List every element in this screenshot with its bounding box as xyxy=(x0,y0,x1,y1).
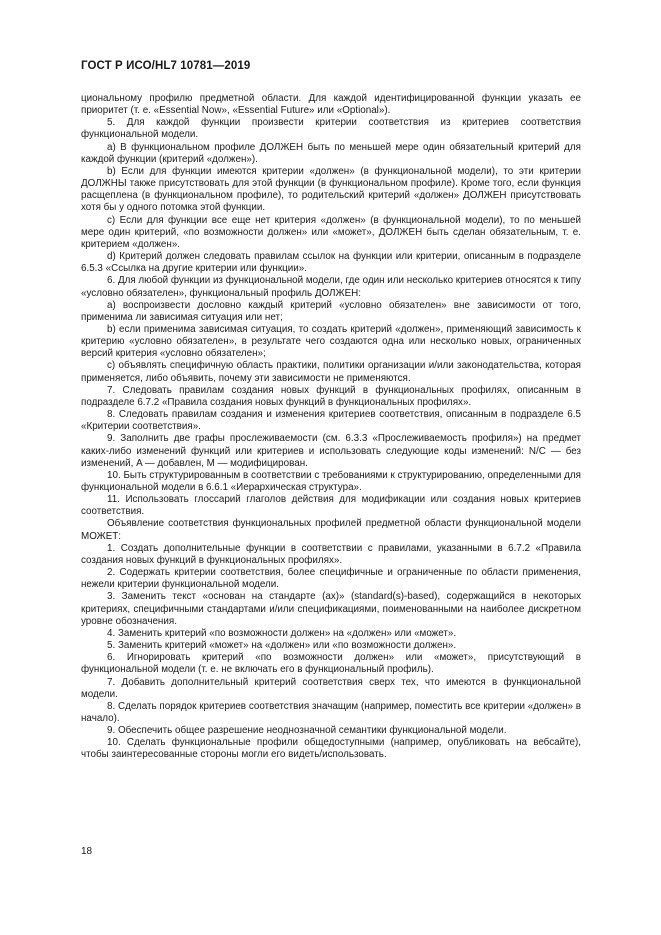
paragraph: 10. Быть структурированным в соответствии с требованиями к структурированию, определенными для функциональной модели в 6.6.1 «Иерархическая структура». xyxy=(81,469,581,493)
paragraph: 8. Следовать правилам создания и изменения критериев соответствия, описанным в подразделе 6.5 «Критерии соответствия». xyxy=(81,409,581,433)
paragraph: а) В функциональном профиле ДОЛЖЕН быть по меньшей мере один обязательный критерий для каждой функции (критерий «должен»). xyxy=(81,141,581,165)
paragraph: 9. Заполнить две графы прослеживаемости (см. 6.3.3 «Прослеживаемость профиля») на предмет каких-либо изменений функций или критериев и использовать следующие коды изменений: N/C — без изменений, A — добавлен, M — модифицирован. xyxy=(81,433,581,469)
document-code-header: ГОСТ Р ИСО/HL7 10781—2019 xyxy=(81,60,251,72)
document-body xyxy=(81,93,581,762)
paragraph: 9. Обеспечить общее разрешение неоднозначной семантики функциональной модели. xyxy=(107,725,507,737)
page-number: 18 xyxy=(81,846,93,857)
paragraph: 5. Заменить критерий «может» на «должен» или «по возможности должен». xyxy=(107,640,457,652)
paragraph: 8. Сделать порядок критериев соответствия значащим (например, поместить все критерии «должен» в начало). xyxy=(81,700,581,724)
paragraph: 7. Следовать правилам создания новых функций в функциональных профилях, описанным в подразделе 6.7.2 «Правила создания новых функций в функциональных профилях». xyxy=(81,384,581,408)
paragraph: а) воспроизвести дословно каждый критерий «условно обязателен» вне зависимости от того, применима ли зависимая ситуация или нет; xyxy=(81,299,581,323)
paragraph: 4. Заменить критерий «по возможности должен» на «должен» или «может». xyxy=(107,627,457,639)
paragraph: d) Критерий должен следовать правилам ссылок на функции или критерии, описанным в подразделе 6.5.3 «Ссылка на другие критерии или функции». xyxy=(81,251,581,275)
paragraph: b) если применима зависимая ситуация, то создать критерий «должен», применяющий зависимость к критерию «условно обязателен», в результате чего создаются одна или несколько новых, ограниченных версий критерия «условно обязателен»; xyxy=(81,323,581,360)
paragraph: c) Если для функции все еще нет критерия «должен» (в функциональной модели), то по меньшей мере один критерий, «по возможности должен» или «может», ДОЛЖЕН быть сделан обязательным, т. е. критерием «должен». xyxy=(81,214,581,250)
paragraph: 6. Для любой функции из функциональной модели, где один или несколько критериев относятся к типу «условно обязателен», функциональный профиль ДОЛЖЕН: xyxy=(81,275,581,299)
paragraph: циональному профилю предметной области. Для каждой идентифицированной функции указать ее приоритет (т. е. «Essential Now», «Essential Future» или «Optional»). xyxy=(81,93,581,117)
paragraph: 6. Игнорировать критерий «по возможности должен» или «может», присутствующий в функциональной модели (т. е. не включать его в функциональный профиль). xyxy=(81,652,581,676)
paragraph: 11. Использовать глоссарий глаголов действия для модификации или создания новых критериев соответствия. xyxy=(81,494,581,518)
paragraph: 10. Сделать функциональные профили общедоступными (например, опубликовать на вебсайте), чтобы заинтересованные стороны могли его видеть/использовать. xyxy=(81,737,581,761)
paragraph: 3. Заменить текст «основан на стандарте (ах)» (standard(s)-based), содержащийся в некоторых критериях, специфичными стандартами и/или спецификациями, поименованными на наиболее дискретном уровне обозначения. xyxy=(81,591,581,627)
paragraph: 5. Для каждой функции произвести критерии соответствия из критериев соответствия функциональной модели. xyxy=(81,117,581,141)
paragraph: 2. Содержать критерии соответствия, более специфичные и ограниченные по области применения, нежели критерии функциональной модели. xyxy=(81,567,581,591)
paragraph: b) Если для функции имеются критерии «должен» (в функциональной модели), то эти критерии ДОЛЖНЫ также присутствовать для этой функции (в функциональном профиле). Кроме того, если функция расщеплена (в функциональном профиле), то родительский критерий «должен» ДОЛЖЕН присутствовать хотя бы у одного потомка этой функции. xyxy=(81,165,581,214)
paragraph: 7. Добавить дополнительный критерий соответствия сверх тех, что имеются в функциональной модели. xyxy=(81,676,581,700)
paragraph: c) объявлять специфичную область практики, политики организации и/или законодательства, которая применяется, либо объявить, почему эти зависимости не применяются. xyxy=(81,360,581,384)
paragraph: Объявление соответствия функциональных профилей предметной области функциональной модели МОЖЕТ: xyxy=(81,518,581,542)
paragraph: 1. Создать дополнительные функции в соответствии с правилами, указанными в 6.7.2 «Правила создания новых функций в функциональных профилях». xyxy=(81,542,581,566)
